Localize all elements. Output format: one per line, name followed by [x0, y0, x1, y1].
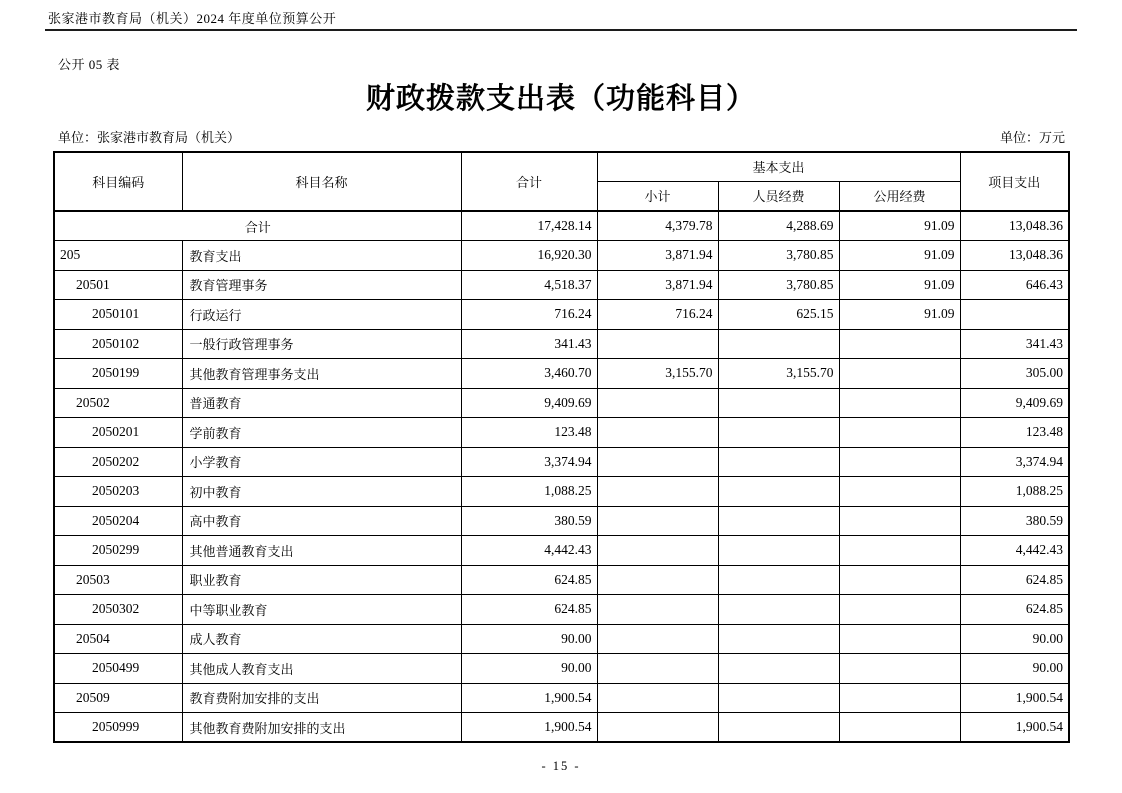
project-expenditure-cell: 1,900.54: [960, 683, 1069, 713]
public-funds-cell: [839, 329, 960, 359]
public-funds-cell: [839, 388, 960, 418]
subject-name-cell: 教育支出: [182, 241, 461, 271]
project-expenditure-cell: 624.85: [960, 565, 1069, 595]
subject-code-cell: 2050202: [54, 447, 182, 477]
column-header-code: 科目编码: [54, 152, 182, 211]
column-header-basic-subtotal: 小计: [597, 181, 718, 211]
basic-subtotal-cell: [597, 329, 718, 359]
subject-code-cell: 2050102: [54, 329, 182, 359]
budget-table: [53, 151, 1070, 743]
subject-name-cell: 教育费附加安排的支出: [182, 683, 461, 713]
total-cell: 624.85: [461, 595, 597, 625]
project-expenditure-cell: 123.48: [960, 418, 1069, 448]
total-cell: 341.43: [461, 329, 597, 359]
project-expenditure-cell: 4,442.43: [960, 536, 1069, 566]
total-cell: 1,900.54: [461, 683, 597, 713]
table-row: [54, 211, 1069, 241]
table-row: [54, 565, 1069, 595]
project-expenditure-cell: 646.43: [960, 270, 1069, 300]
basic-subtotal-cell: [597, 624, 718, 654]
project-expenditure-cell: [960, 300, 1069, 330]
public-funds-cell: [839, 713, 960, 743]
project-expenditure-cell: 380.59: [960, 506, 1069, 536]
public-funds-cell: 91.09: [839, 211, 960, 241]
column-header-name: 科目名称: [182, 152, 461, 211]
header-divider-rule: [45, 29, 1077, 31]
table-row: [54, 536, 1069, 566]
basic-subtotal-cell: [597, 565, 718, 595]
table-row: [54, 241, 1069, 271]
budget-table-header: [54, 152, 1069, 211]
table-row: [54, 477, 1069, 507]
table-row: [54, 713, 1069, 743]
table-row: [54, 300, 1069, 330]
public-funds-cell: [839, 595, 960, 625]
subject-name-cell: 其他教育管理事务支出: [182, 359, 461, 389]
personnel-funds-cell: 3,780.85: [718, 241, 839, 271]
column-header-personnel: 人员经费: [718, 181, 839, 211]
personnel-funds-cell: [718, 595, 839, 625]
personnel-funds-cell: [718, 565, 839, 595]
unit-name-label: 单位：张家港市教育局（机关）: [58, 130, 241, 145]
subject-code-cell: 2050101: [54, 300, 182, 330]
total-cell: 624.85: [461, 565, 597, 595]
project-expenditure-cell: 1,088.25: [960, 477, 1069, 507]
subject-code-cell: 2050499: [54, 654, 182, 684]
public-funds-cell: [839, 477, 960, 507]
table-row: [54, 595, 1069, 625]
table-row: [54, 447, 1069, 477]
total-cell: 4,518.37: [461, 270, 597, 300]
personnel-funds-cell: 625.15: [718, 300, 839, 330]
page-number: - 15 -: [541, 759, 581, 773]
basic-subtotal-cell: [597, 683, 718, 713]
table-row: [54, 418, 1069, 448]
basic-subtotal-cell: [597, 447, 718, 477]
subject-name-cell: 职业教育: [182, 565, 461, 595]
public-funds-cell: [839, 359, 960, 389]
project-expenditure-cell: 624.85: [960, 595, 1069, 625]
project-expenditure-cell: 13,048.36: [960, 211, 1069, 241]
subject-code-cell: 2050302: [54, 595, 182, 625]
table-row: [54, 683, 1069, 713]
personnel-funds-cell: 3,780.85: [718, 270, 839, 300]
project-expenditure-cell: 341.43: [960, 329, 1069, 359]
subject-name-cell: 行政运行: [182, 300, 461, 330]
basic-subtotal-cell: [597, 477, 718, 507]
subject-name-cell: 中等职业教育: [182, 595, 461, 625]
subject-code-cell: 20504: [54, 624, 182, 654]
subject-name-cell: 教育管理事务: [182, 270, 461, 300]
subject-code-cell: 2050203: [54, 477, 182, 507]
subject-name-cell: 成人教育: [182, 624, 461, 654]
public-funds-cell: [839, 683, 960, 713]
basic-subtotal-cell: 3,871.94: [597, 270, 718, 300]
total-cell: 17,428.14: [461, 211, 597, 241]
page-title: 财政拨款支出表（功能科目）: [365, 83, 756, 115]
total-cell: 3,374.94: [461, 447, 597, 477]
currency-unit-label: 单位：万元: [999, 130, 1065, 145]
total-cell: 1,900.54: [461, 713, 597, 743]
table-number-label: 公开 05 表: [58, 57, 121, 72]
personnel-funds-cell: [718, 418, 839, 448]
total-cell: 16,920.30: [461, 241, 597, 271]
personnel-funds-cell: [718, 624, 839, 654]
subject-code-cell: 2050999: [54, 713, 182, 743]
subject-name-cell: 其他教育费附加安排的支出: [182, 713, 461, 743]
public-funds-cell: [839, 418, 960, 448]
basic-subtotal-cell: 3,155.70: [597, 359, 718, 389]
table-row: [54, 624, 1069, 654]
total-cell: 90.00: [461, 654, 597, 684]
basic-subtotal-cell: [597, 418, 718, 448]
project-expenditure-cell: 1,900.54: [960, 713, 1069, 743]
table-row: [54, 329, 1069, 359]
subject-code-cell: 2050299: [54, 536, 182, 566]
basic-subtotal-cell: [597, 388, 718, 418]
basic-subtotal-cell: [597, 595, 718, 625]
project-expenditure-cell: 13,048.36: [960, 241, 1069, 271]
subject-name-cell: 学前教育: [182, 418, 461, 448]
personnel-funds-cell: 3,155.70: [718, 359, 839, 389]
public-funds-cell: [839, 654, 960, 684]
project-expenditure-cell: 305.00: [960, 359, 1069, 389]
public-funds-cell: [839, 565, 960, 595]
grand-total-label: 合计: [54, 211, 461, 241]
basic-subtotal-cell: 3,871.94: [597, 241, 718, 271]
table-row: [54, 506, 1069, 536]
total-cell: 380.59: [461, 506, 597, 536]
column-header-public-funds: 公用经费: [839, 181, 960, 211]
total-cell: 716.24: [461, 300, 597, 330]
total-cell: 123.48: [461, 418, 597, 448]
basic-subtotal-cell: [597, 536, 718, 566]
subject-code-cell: 20501: [54, 270, 182, 300]
table-row: [54, 654, 1069, 684]
personnel-funds-cell: [718, 329, 839, 359]
public-funds-cell: [839, 506, 960, 536]
basic-subtotal-cell: [597, 713, 718, 743]
total-cell: 9,409.69: [461, 388, 597, 418]
table-row: [54, 359, 1069, 389]
personnel-funds-cell: [718, 506, 839, 536]
subject-code-cell: 2050201: [54, 418, 182, 448]
personnel-funds-cell: [718, 713, 839, 743]
public-funds-cell: 91.09: [839, 270, 960, 300]
public-funds-cell: [839, 624, 960, 654]
subject-code-cell: 2050204: [54, 506, 182, 536]
column-header-project: 项目支出: [960, 152, 1069, 211]
total-cell: 90.00: [461, 624, 597, 654]
subject-code-cell: 205: [54, 241, 182, 271]
project-expenditure-cell: 9,409.69: [960, 388, 1069, 418]
total-cell: 3,460.70: [461, 359, 597, 389]
basic-subtotal-cell: [597, 506, 718, 536]
project-expenditure-cell: 90.00: [960, 624, 1069, 654]
column-group-basic-expenditure: 基本支出: [597, 152, 960, 181]
subject-name-cell: 小学教育: [182, 447, 461, 477]
project-expenditure-cell: 3,374.94: [960, 447, 1069, 477]
table-row: [54, 270, 1069, 300]
personnel-funds-cell: 4,288.69: [718, 211, 839, 241]
subject-code-cell: 20502: [54, 388, 182, 418]
subject-code-cell: 20503: [54, 565, 182, 595]
public-funds-cell: 91.09: [839, 241, 960, 271]
subject-name-cell: 初中教育: [182, 477, 461, 507]
basic-subtotal-cell: [597, 654, 718, 684]
budget-table-body: [54, 211, 1069, 742]
subject-name-cell: 其他普通教育支出: [182, 536, 461, 566]
total-cell: 1,088.25: [461, 477, 597, 507]
column-header-total: 合计: [461, 152, 597, 211]
personnel-funds-cell: [718, 536, 839, 566]
basic-subtotal-cell: 716.24: [597, 300, 718, 330]
public-funds-cell: [839, 447, 960, 477]
basic-subtotal-cell: 4,379.78: [597, 211, 718, 241]
personnel-funds-cell: [718, 477, 839, 507]
subject-name-cell: 其他成人教育支出: [182, 654, 461, 684]
unit-info-row: [58, 127, 1065, 146]
subject-code-cell: 20509: [54, 683, 182, 713]
document-header-text: 张家港市教育局（机关）2024 年度单位预算公开: [48, 11, 337, 26]
public-funds-cell: 91.09: [839, 300, 960, 330]
subject-code-cell: 2050199: [54, 359, 182, 389]
personnel-funds-cell: [718, 654, 839, 684]
subject-name-cell: 一般行政管理事务: [182, 329, 461, 359]
total-cell: 4,442.43: [461, 536, 597, 566]
header-row-1: [54, 152, 1069, 181]
personnel-funds-cell: [718, 388, 839, 418]
personnel-funds-cell: [718, 683, 839, 713]
project-expenditure-cell: 90.00: [960, 654, 1069, 684]
personnel-funds-cell: [718, 447, 839, 477]
subject-name-cell: 高中教育: [182, 506, 461, 536]
public-funds-cell: [839, 536, 960, 566]
subject-name-cell: 普通教育: [182, 388, 461, 418]
table-row: [54, 388, 1069, 418]
